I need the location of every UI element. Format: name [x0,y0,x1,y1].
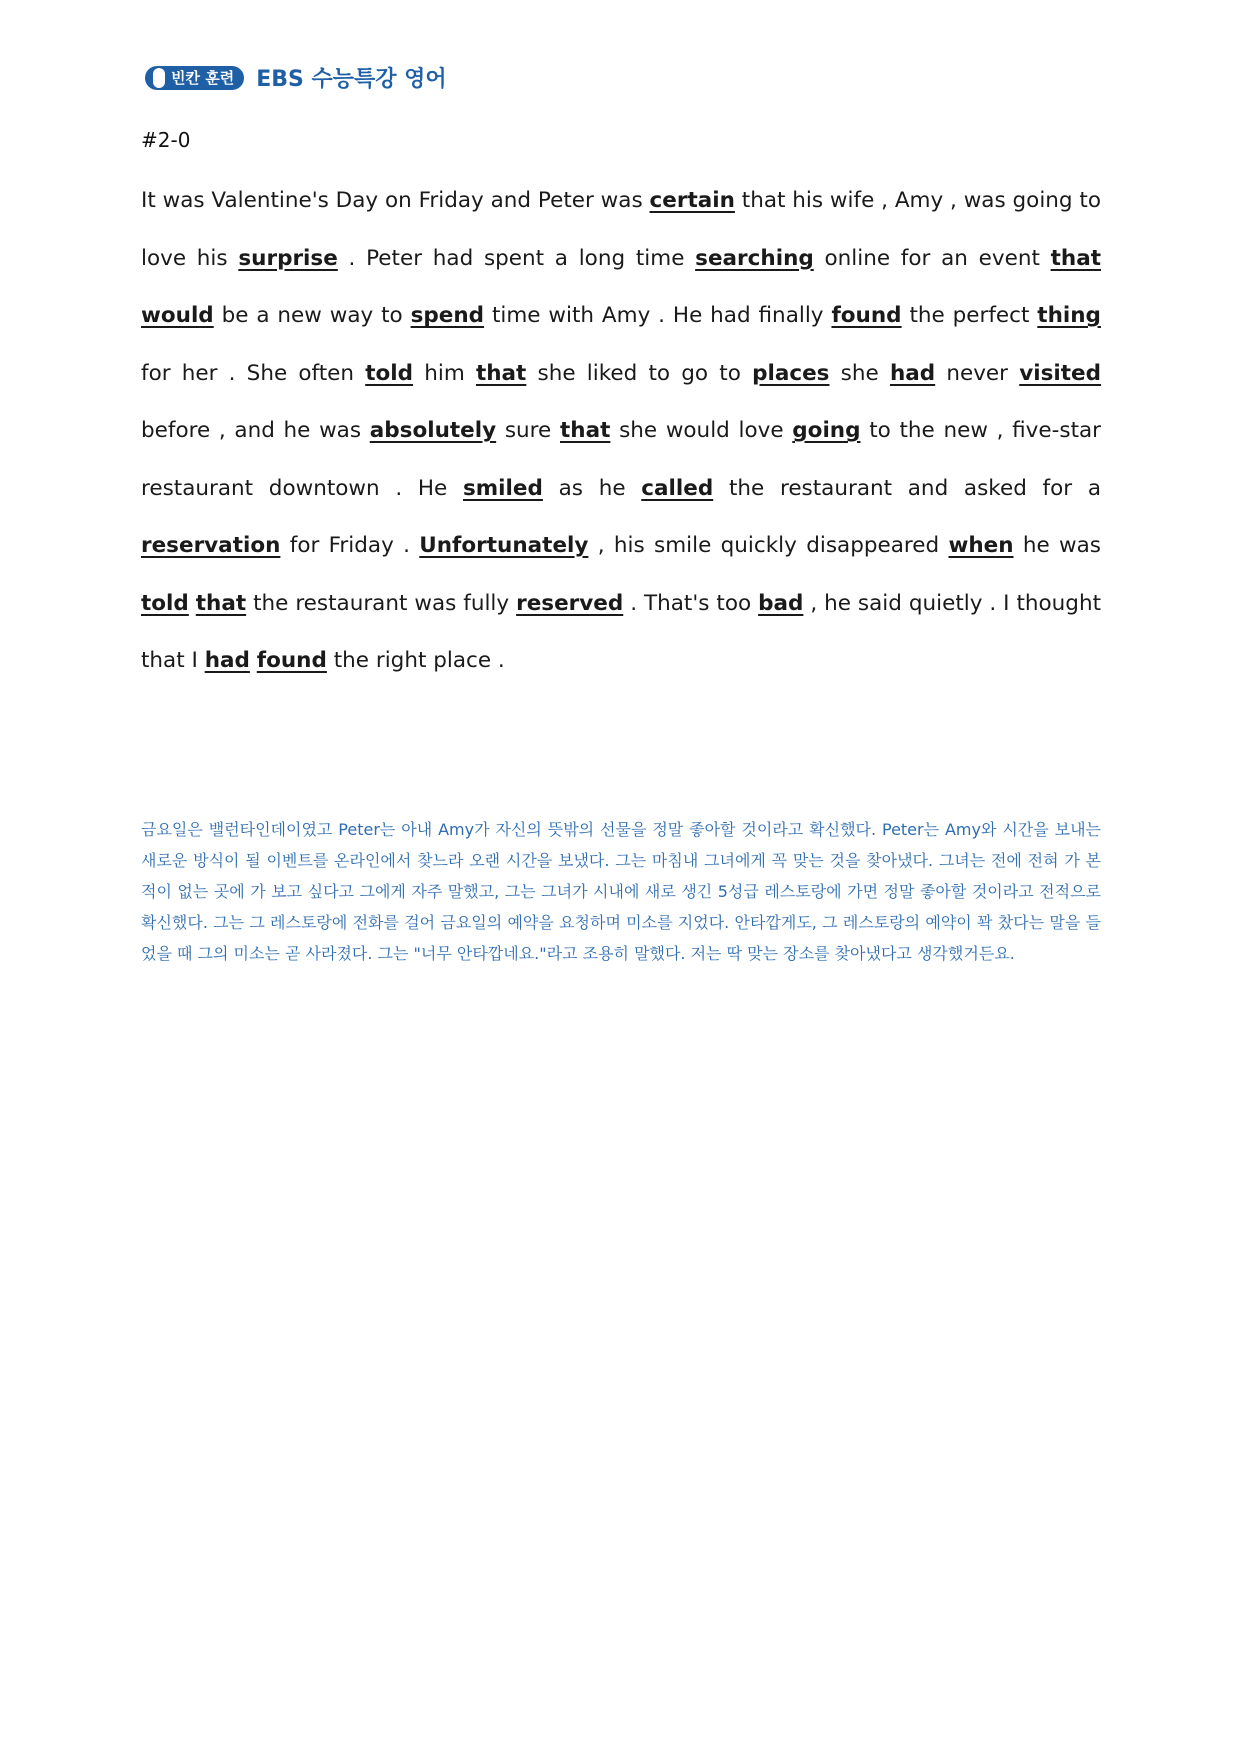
passage-text: she [840,360,879,386]
passage-text: sure [504,418,552,443]
passage-text: that his wife , Amy , was going to love his [141,188,1102,271]
passage-text: time with Amy . He had finally [491,303,824,328]
document-title: EBS 수능특강 영어 [256,67,447,92]
blank-word: absolutely [369,418,497,443]
blank-word: found [256,648,327,673]
badge-label: 빈칸 훈련 [171,68,235,87]
section-badge [145,66,244,90]
passage-text: for her . She often [141,360,354,386]
page-header [145,62,447,93]
blank-word: had [889,360,936,386]
passage-text: she liked to go to [537,360,741,386]
blank-word: that [1050,245,1101,271]
passage-text: for Friday . [289,533,410,558]
blank-word: places [752,360,830,386]
blank-word: told [365,360,414,386]
blank-word: would [141,303,214,328]
passage-text: the restaurant and asked for a [728,475,1102,501]
passage-text: she would love [619,418,784,443]
english-passage [141,172,1101,690]
blank-word: surprise [238,245,338,271]
passage-text: he was [1022,533,1101,558]
blank-word: Unfortunately [419,533,589,558]
blank-word: thing [1037,303,1101,328]
korean-translation: 금요일은 밸런타인데이였고 Peter는 아내 Amy가 자신의 뜻밖의 선물을 정말 좋아할 것이라고 확신했다. Peter는 Amy와 시간을 보내는 새로운 방식이 될 이벤트를 온라인에서 찾느라 오랜 시간을 보냈다. 그는 마침내 그녀에게 꼭 맞는 것을 찾아냈다. 그녀는 전에 전혀 가 본 적이 없는 곳에 가 보고 싶다고 그에게 자주 말했고, 그는 그녀가 시내에 새로 생긴 5성급 레스토랑에 가면 정말 좋아할 것이라고 전적으로 확신했다. 그는 그 레스토랑에 전화를 걸어 금요일의 예약을 요청하며 미소를 지었다. 안타깝게도, 그 레스토랑의 예약이 꽉 찼다는 말을 들었을 때 그의 미소는 곧 사라졌다. 그는 "너무 안타깝네요."라고 조용히 말했다. 저는 딱 맞는 장소를 찾아냈다고 생각했거든요. [141,820,1101,963]
blank-word: had [204,648,250,673]
passage-text: , his smile quickly disappeared [597,533,940,558]
passage-text: . That's too [630,590,752,616]
blank-word: called [641,475,714,501]
blank-word: smiled [462,475,543,501]
blank-word: that [475,360,527,386]
question-number: #2-0 [141,128,191,152]
blank-word: searching [695,245,814,271]
blank-word: going [792,418,861,443]
passage-text: the perfect [909,303,1030,328]
passage-text: . Peter had spent a long time [348,245,685,271]
passage-text: the restaurant was fully [253,590,510,616]
blank-word: told [141,590,189,616]
blank-word: visited [1019,360,1102,386]
blank-word: spend [410,303,485,328]
passage-text: to the new , five-star restaurant downtown . He [141,418,1102,501]
blank-word: certain [649,188,735,213]
blank-word: that [195,590,247,616]
passage-text: before , and he was [141,418,362,443]
blank-word: bad [758,590,804,616]
badge-circle-icon [145,66,165,90]
passage-text: be a new way to [221,303,403,328]
blank-word: reservation [141,533,281,558]
passage-text: him [424,360,465,386]
passage-text: online for an event [824,245,1040,271]
passage-text: , he said quietly . I thought that I [141,590,1102,673]
blank-word: that [560,418,611,443]
passage-text: It was Valentine's Day on Friday and Peter was [141,188,643,213]
blank-word: found [831,303,902,328]
blank-word: when [948,533,1014,558]
passage-text: never [946,360,1009,386]
passage-text: the right place . [333,648,505,673]
blank-word: reserved [516,590,624,616]
passage-text: as he [558,475,626,501]
